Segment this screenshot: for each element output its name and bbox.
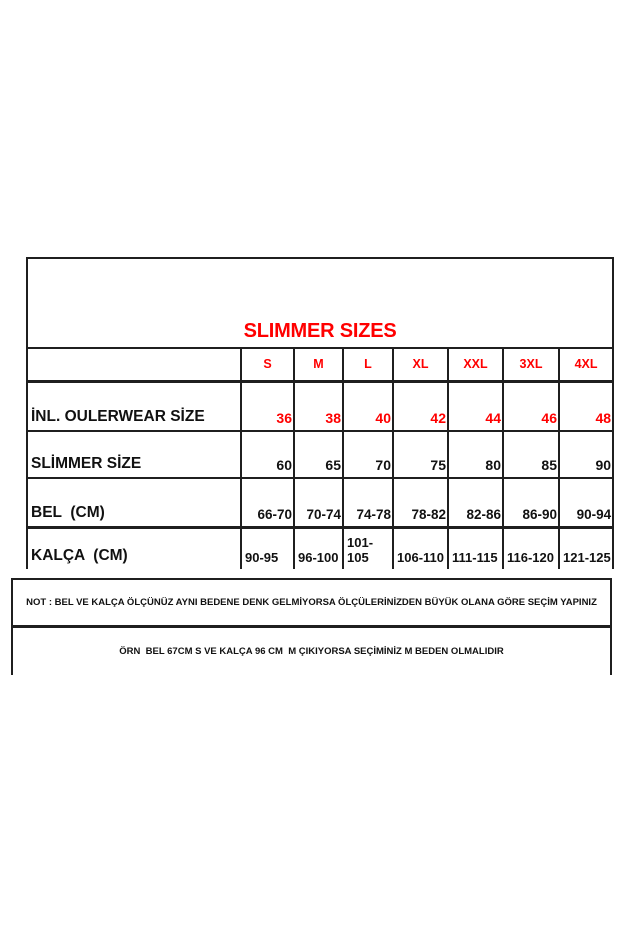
value-cell: 106-110 bbox=[393, 527, 448, 569]
value-cell: 46 bbox=[503, 381, 559, 431]
note-text: ÖRN BEL 67CM S VE KALÇA 96 CM M ÇIKIYORSA SEÇİMİNİZ M BEDEN OLMALIDIR bbox=[119, 646, 504, 657]
value-cell: 101-105 bbox=[343, 527, 393, 569]
value-cell: 74-78 bbox=[343, 478, 393, 527]
title-cell bbox=[27, 258, 613, 348]
size-chart-table bbox=[26, 257, 614, 569]
value-cell: 40 bbox=[343, 381, 393, 431]
table-row-kalca-cm bbox=[27, 527, 613, 569]
table-row-slimmer-size bbox=[27, 431, 613, 478]
table-row-bel-cm bbox=[27, 478, 613, 527]
value-cell: 96-100 bbox=[294, 527, 343, 569]
value-cell: 82-86 bbox=[448, 478, 503, 527]
value-cell: 90-95 bbox=[241, 527, 294, 569]
title-row bbox=[27, 258, 613, 348]
note-box-measurement-rule bbox=[11, 578, 612, 628]
value-cell: 70-74 bbox=[294, 478, 343, 527]
value-cell: 60 bbox=[241, 431, 294, 478]
value-cell: 111-115 bbox=[448, 527, 503, 569]
size-header-s: S bbox=[241, 348, 294, 381]
value-cell: 121-125 bbox=[559, 527, 613, 569]
value-cell: 75 bbox=[393, 431, 448, 478]
value-cell: 78-82 bbox=[393, 478, 448, 527]
value-cell: 116-120 bbox=[503, 527, 559, 569]
corner-cell bbox=[27, 348, 241, 381]
size-header-4xl: 4XL bbox=[559, 348, 613, 381]
value-cell: 90-94 bbox=[559, 478, 613, 527]
row-label: SLİMMER SİZE bbox=[27, 431, 241, 478]
value-cell: 38 bbox=[294, 381, 343, 431]
value-cell: 44 bbox=[448, 381, 503, 431]
value-cell: 70 bbox=[343, 431, 393, 478]
value-cell: 65 bbox=[294, 431, 343, 478]
row-label: BEL (CM) bbox=[27, 478, 241, 527]
size-header-3xl: 3XL bbox=[503, 348, 559, 381]
value-cell: 66-70 bbox=[241, 478, 294, 527]
size-header-row bbox=[27, 348, 613, 381]
value-cell: 85 bbox=[503, 431, 559, 478]
note-box-example bbox=[11, 628, 612, 675]
value-cell: 42 bbox=[393, 381, 448, 431]
note-text: NOT : BEL VE KALÇA ÖLÇÜNÜZ AYNI BEDENE DENK GELMİYORSA ÖLÇÜLERİNİZDEN BÜYÜK OLANA GÖRE SEÇİM YAPINIZ bbox=[26, 597, 597, 608]
size-header-xl: XL bbox=[393, 348, 448, 381]
size-header-xxl: XXL bbox=[448, 348, 503, 381]
page-title: SLIMMER SIZES bbox=[243, 320, 397, 342]
value-cell: 36 bbox=[241, 381, 294, 431]
row-label: KALÇA (CM) bbox=[27, 527, 241, 569]
table-row-outerwear-size bbox=[27, 381, 613, 431]
size-header-l: L bbox=[343, 348, 393, 381]
value-cell: 80 bbox=[448, 431, 503, 478]
value-cell: 90 bbox=[559, 431, 613, 478]
size-header-m: M bbox=[294, 348, 343, 381]
row-label: İNL. OULERWEAR SİZE bbox=[27, 381, 241, 431]
value-cell: 86-90 bbox=[503, 478, 559, 527]
value-cell: 48 bbox=[559, 381, 613, 431]
